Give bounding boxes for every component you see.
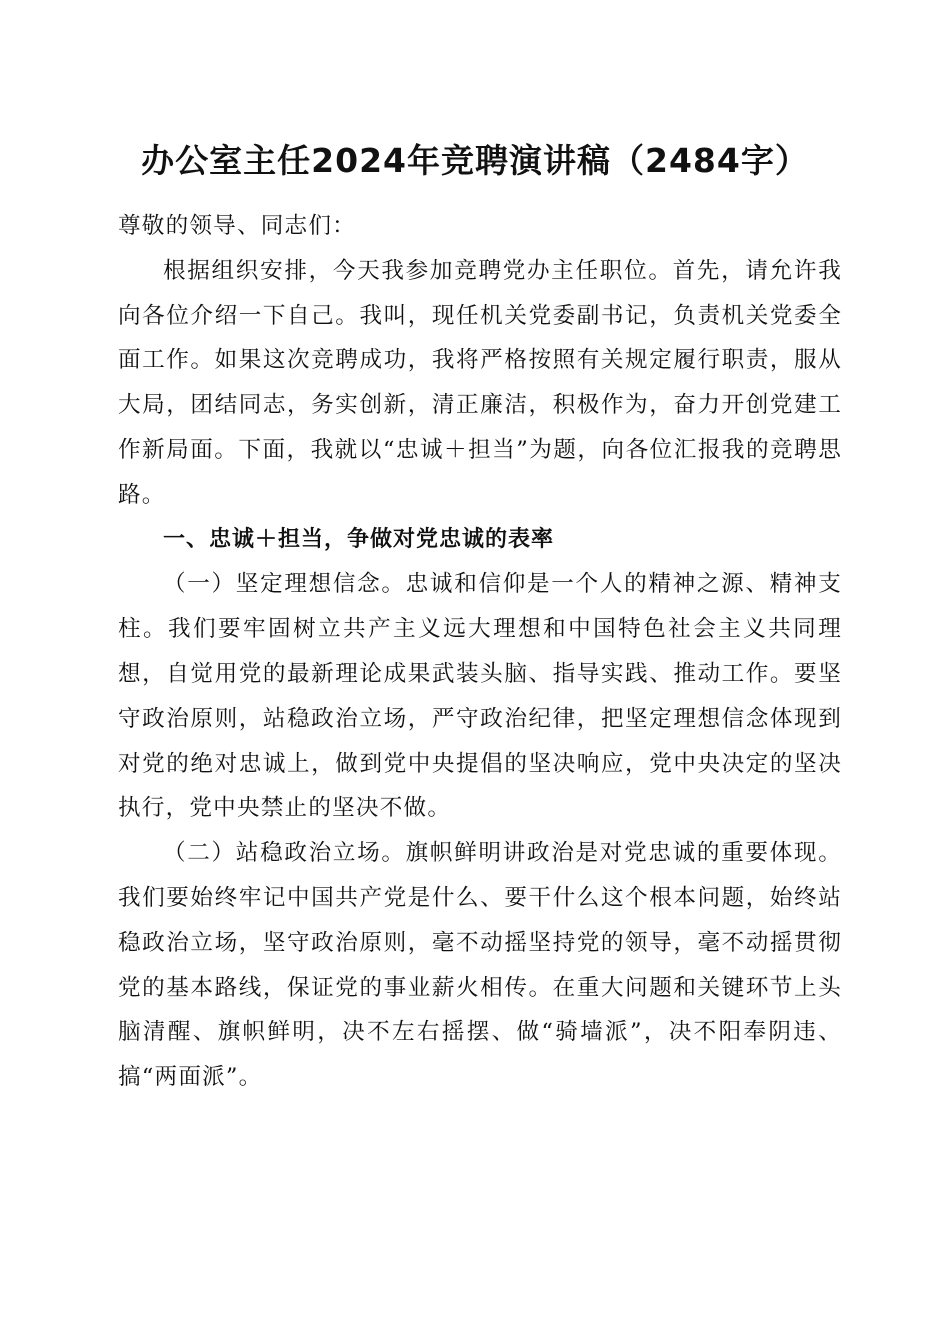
section-heading-1: 一、忠诚＋担当，争做对党忠诚的表率 bbox=[163, 526, 555, 552]
subsection-paragraph-2: （二）站稳政治立场。旗帜鲜明讲政治是对党忠诚的重要体现。我们要始终牢记中国共产党是什么、要干什么这个根本问题，始终站稳政治立场，坚守政治原则，毫不动摇坚持党的领导，毫不动摇贯彻党的基本路线，保证党的事业薪火相传。在重大问题和关键环节上头脑清醒、旗帜鲜明，决不左右摇摆、做“骑墙派”，决不阳奉阴违、搞“两面派”。 bbox=[118, 840, 842, 1091]
salutation: 尊敬的领导、同志们： bbox=[118, 213, 356, 239]
intro-paragraph: 根据组织安排，今天我参加竞聘党办主任职位。首先，请允许我向各位介绍一下自己。我叫，现任机关党委副书记，负责机关党委全面工作。如果这次竞聘成功，我将严格按照有关规定履行职责，服从大局，团结同志，务实创新，清正廉洁，积极作为，奋力开创党建工作新局面。下面，我就以“忠诚＋担当”为题，向各位汇报我的竞聘思路。 bbox=[118, 257, 842, 508]
document-title: 办公室主任2024年竞聘演讲稿（2484字） bbox=[141, 141, 809, 180]
document-body bbox=[118, 204, 842, 1100]
subsection-paragraph-1: （一）坚定理想信念。忠诚和信仰是一个人的精神之源、精神支柱。我们要牢固树立共产主义远大理想和中国特色社会主义共同理想，自觉用党的最新理论成果武装头脑、指导实践、推动工作。要坚守政治原则，站稳政治立场，严守政治纪律，把坚定理想信念体现到对党的绝对忠诚上，做到党中央提倡的坚决响应，党中央决定的坚决执行，党中央禁止的坚决不做。 bbox=[118, 571, 842, 822]
